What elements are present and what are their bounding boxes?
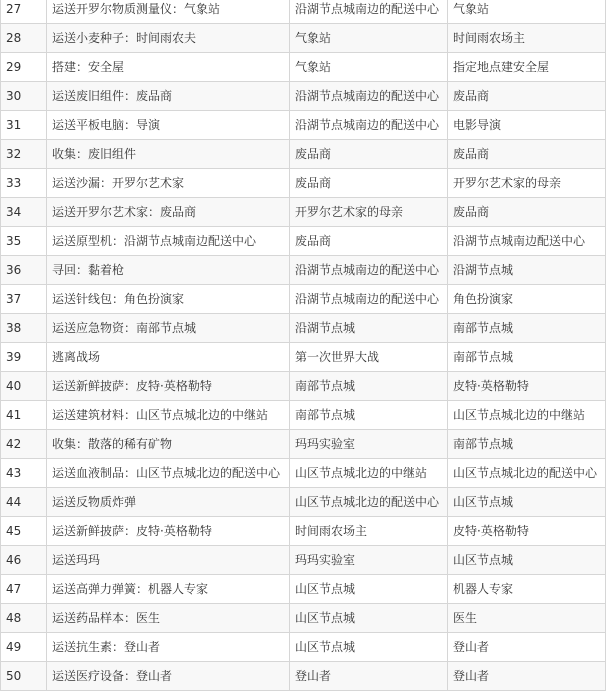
cell-number: 28 [1,24,47,53]
table-row [1,198,606,227]
cell-task: 运送废旧组件：废品商 [47,82,290,111]
table-row [1,111,606,140]
cell-origin: 沿湖节点城南边的配送中心 [290,285,448,314]
cell-task: 运送开罗尔物质测量仪：气象站 [47,0,290,24]
cell-origin: 气象站 [290,53,448,82]
cell-task: 运送沙漏：开罗尔艺术家 [47,169,290,198]
table-row [1,633,606,662]
cell-number: 36 [1,256,47,285]
table-row [1,430,606,459]
table-row [1,24,606,53]
cell-origin: 玛玛实验室 [290,546,448,575]
cell-number: 40 [1,372,47,401]
table-row [1,0,606,24]
mission-table-body [1,0,606,691]
cell-origin: 废品商 [290,227,448,256]
cell-origin: 山区节点城 [290,575,448,604]
table-row [1,604,606,633]
cell-number: 46 [1,546,47,575]
table-row [1,314,606,343]
cell-task: 运送原型机：沿湖节点城南边配送中心 [47,227,290,256]
cell-number: 45 [1,517,47,546]
cell-task: 寻回：黏着枪 [47,256,290,285]
cell-number: 42 [1,430,47,459]
cell-origin: 气象站 [290,24,448,53]
cell-destination: 山区节点城北边的配送中心 [448,459,606,488]
cell-number: 31 [1,111,47,140]
cell-number: 30 [1,82,47,111]
cell-destination: 山区节点城北边的中继站 [448,401,606,430]
cell-origin: 第一次世界大战 [290,343,448,372]
cell-origin: 沿湖节点城南边的配送中心 [290,111,448,140]
cell-task: 运送血液制品：山区节点城北边的配送中心 [47,459,290,488]
cell-origin: 废品商 [290,140,448,169]
table-row [1,517,606,546]
table-row [1,285,606,314]
cell-number: 43 [1,459,47,488]
cell-destination: 山区节点城 [448,546,606,575]
table-row [1,343,606,372]
table-row [1,575,606,604]
cell-destination: 皮特·英格勒特 [448,517,606,546]
cell-number: 50 [1,662,47,691]
cell-destination: 指定地点建安全屋 [448,53,606,82]
cell-origin: 沿湖节点城南边的配送中心 [290,256,448,285]
table-row [1,372,606,401]
cell-task: 运送建筑材料：山区节点城北边的中继站 [47,401,290,430]
cell-destination: 皮特·英格勒特 [448,372,606,401]
table-row [1,53,606,82]
cell-task: 运送药品样本：医生 [47,604,290,633]
cell-origin: 玛玛实验室 [290,430,448,459]
table-row [1,662,606,691]
cell-number: 37 [1,285,47,314]
cell-destination: 气象站 [448,0,606,24]
cell-origin: 山区节点城 [290,633,448,662]
cell-destination: 废品商 [448,82,606,111]
cell-number: 29 [1,53,47,82]
cell-task: 搭建：安全屋 [47,53,290,82]
cell-destination: 沿湖节点城南边配送中心 [448,227,606,256]
cell-destination: 南部节点城 [448,430,606,459]
table-row [1,256,606,285]
cell-destination: 电影导演 [448,111,606,140]
cell-task: 运送高弹力弹簧：机器人专家 [47,575,290,604]
cell-task: 运送医疗设备：登山者 [47,662,290,691]
cell-number: 34 [1,198,47,227]
cell-task: 运送反物质炸弹 [47,488,290,517]
cell-destination: 废品商 [448,140,606,169]
cell-origin: 废品商 [290,169,448,198]
table-row [1,227,606,256]
table-row [1,488,606,517]
cell-number: 38 [1,314,47,343]
table-row [1,401,606,430]
cell-number: 27 [1,0,47,24]
cell-origin: 山区节点城 [290,604,448,633]
table-row [1,140,606,169]
cell-destination: 开罗尔艺术家的母亲 [448,169,606,198]
cell-destination: 山区节点城 [448,488,606,517]
cell-task: 运送开罗尔艺术家：废品商 [47,198,290,227]
cell-task: 运送抗生素：登山者 [47,633,290,662]
cell-origin: 沿湖节点城南边的配送中心 [290,0,448,24]
cell-task: 运送针线包：角色扮演家 [47,285,290,314]
cell-destination: 南部节点城 [448,314,606,343]
cell-task: 收集：废旧组件 [47,140,290,169]
cell-task: 运送新鲜披萨：皮特·英格勒特 [47,372,290,401]
cell-task: 运送新鲜披萨：皮特·英格勒特 [47,517,290,546]
cell-task: 运送玛玛 [47,546,290,575]
cell-number: 48 [1,604,47,633]
cell-destination: 沿湖节点城 [448,256,606,285]
cell-origin: 开罗尔艺术家的母亲 [290,198,448,227]
cell-task: 运送应急物资：南部节点城 [47,314,290,343]
table-row [1,169,606,198]
cell-origin: 沿湖节点城南边的配送中心 [290,82,448,111]
table-row [1,459,606,488]
cell-number: 32 [1,140,47,169]
cell-task: 收集：散落的稀有矿物 [47,430,290,459]
cell-origin: 南部节点城 [290,372,448,401]
cell-task: 逃离战场 [47,343,290,372]
cell-number: 41 [1,401,47,430]
table-row [1,546,606,575]
cell-origin: 时间雨农场主 [290,517,448,546]
cell-origin: 山区节点城北边的中继站 [290,459,448,488]
cell-task: 运送平板电脑：导演 [47,111,290,140]
cell-destination: 角色扮演家 [448,285,606,314]
cell-destination: 机器人专家 [448,575,606,604]
cell-destination: 登山者 [448,633,606,662]
cell-number: 35 [1,227,47,256]
table-row [1,82,606,111]
cell-destination: 南部节点城 [448,343,606,372]
cell-number: 49 [1,633,47,662]
cell-number: 33 [1,169,47,198]
cell-number: 39 [1,343,47,372]
cell-destination: 废品商 [448,198,606,227]
cell-task: 运送小麦种子：时间雨农夫 [47,24,290,53]
cell-destination: 时间雨农场主 [448,24,606,53]
cell-origin: 山区节点城北边的配送中心 [290,488,448,517]
cell-origin: 登山者 [290,662,448,691]
cell-destination: 登山者 [448,662,606,691]
cell-origin: 南部节点城 [290,401,448,430]
cell-number: 47 [1,575,47,604]
cell-destination: 医生 [448,604,606,633]
cell-number: 44 [1,488,47,517]
cell-origin: 沿湖节点城 [290,314,448,343]
